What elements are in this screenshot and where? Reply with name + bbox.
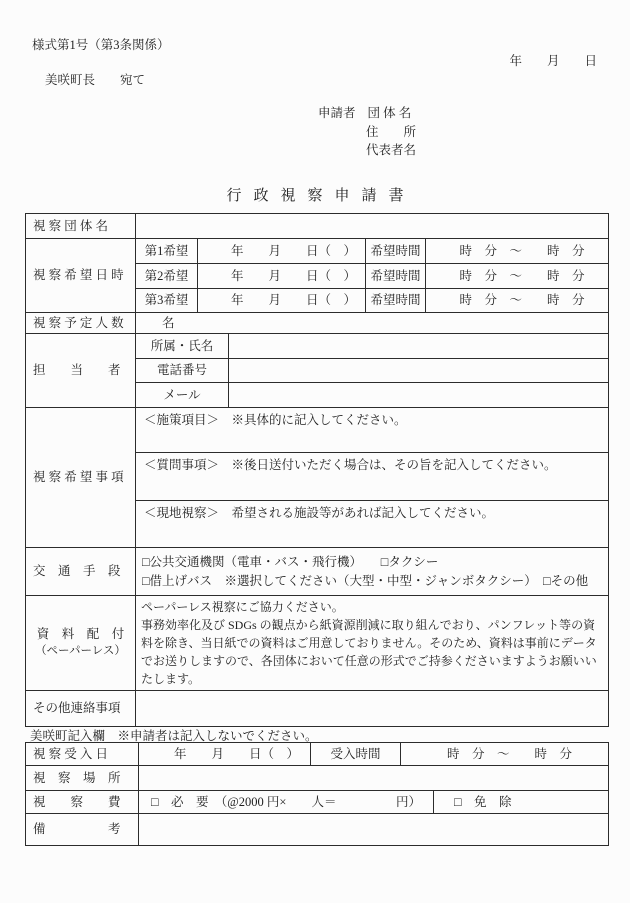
applicant-field-address: 住 所 — [366, 124, 417, 139]
label-expected-people: 視 察 予 定 人 数 — [26, 313, 136, 334]
label-inspection-group: 視 察 団 体 名 — [26, 214, 136, 239]
label-desired-datetime: 視 察 希 望 日 時 — [26, 239, 136, 313]
choice-3-label: 第3希望 — [136, 289, 198, 313]
page-title: 行政視察申請書 — [226, 188, 416, 204]
applicant-block — [318, 104, 416, 160]
fee-required-option — [139, 791, 434, 814]
contact-field-email: メール — [136, 383, 229, 408]
application-date-line: 年 月 日 — [509, 54, 597, 68]
applicant-field-group-name: 団 体 名 — [367, 106, 412, 120]
contact-email-value — [229, 383, 609, 408]
label-transportation: 交 通 手 段 — [26, 548, 136, 596]
materials-notice — [136, 596, 609, 691]
materials-body: 事務効率化及び SDGs の観点から紙資源削減に取り組んでおり、パンフレット等の資料を除き、当日紙での資料はご用意しておりません。そのため、資料は事前にデータでお送りしますので、各団体において任意の形式でご持参くださいますようお願いいたします。 — [141, 618, 597, 686]
inspection-group-value — [136, 214, 609, 239]
choice-3-time-label: 希望時間 — [366, 289, 426, 313]
choice-1-label: 第1希望 — [136, 239, 198, 264]
application-table — [25, 213, 609, 727]
contact-field-phone: 電話番号 — [136, 359, 229, 383]
label-remarks: 備 考 — [26, 814, 139, 846]
request-policy-items: ＜施策項目＞ ※具体的に記入してください。 — [136, 408, 609, 453]
choice-1-time-label: 希望時間 — [366, 239, 426, 264]
choice-3-date: 年 月 日（ ） — [198, 289, 366, 313]
choice-1-time: 時 分 ～ 時 分 — [426, 239, 609, 264]
label-acceptance-date: 視 察 受 入 日 — [26, 743, 139, 766]
choice-2-date: 年 月 日（ ） — [198, 264, 366, 289]
acceptance-time-value: 時 分 ～ 時 分 — [401, 743, 609, 766]
transport-line-charter: □借上げバス ※選択してください（大型・中型・ジャンボタクシー） □その他 — [142, 573, 589, 588]
transport-line-public: □公共交通機関（電車・バス・飛行機） □タクシー — [142, 554, 439, 569]
label-contact-person: 担 当 者 — [26, 334, 136, 408]
other-notes-value — [136, 691, 609, 727]
choice-2-time-label: 希望時間 — [366, 264, 426, 289]
addressee: 美咲町長 宛て — [45, 73, 146, 87]
label-desired-items: 視 察 希 望 事 項 — [26, 408, 136, 548]
applicant-field-representative: 代表者名 — [366, 143, 417, 157]
label-inspection-fee: 視 察 費 — [26, 791, 139, 814]
office-use-note: 美咲町記入欄 ※申請者は記入しないでください。 — [30, 729, 318, 743]
label-inspection-place: 視 察 場 所 — [26, 766, 139, 791]
applicant-label: 申請者 — [318, 106, 356, 120]
label-materials — [26, 596, 136, 691]
remarks-value — [139, 814, 609, 846]
contact-name-value — [229, 334, 609, 359]
expected-people-value: 名 — [136, 313, 609, 334]
choice-3-time: 時 分 ～ 時 分 — [426, 289, 609, 313]
contact-phone-value — [229, 359, 609, 383]
fee-yen-suffix: 円） — [395, 794, 421, 809]
fee-required-checkbox-text: □ 必 要 （@2000 円× 人＝ — [151, 794, 337, 809]
request-questions: ＜質問事項＞ ※後日送付いただく場合は、その旨を記入してください。 — [136, 453, 609, 501]
label-other-notes: その他連絡事項 — [26, 691, 136, 727]
choice-2-label: 第2希望 — [136, 264, 198, 289]
acceptance-date-value: 年 月 日（ ） — [139, 743, 311, 766]
choice-2-time: 時 分 ～ 時 分 — [426, 264, 609, 289]
office-use-table — [25, 742, 609, 846]
request-site-visit: ＜現地視察＞ 希望される施設等があれば記入してください。 — [136, 501, 609, 548]
contact-field-name: 所属・氏名 — [136, 334, 229, 359]
transportation-options — [136, 548, 609, 596]
acceptance-time-label: 受入時間 — [311, 743, 401, 766]
form-number: 様式第1号（第3条関係） — [32, 38, 170, 52]
inspection-place-value — [139, 766, 609, 791]
materials-label-sub: （ペーパーレス） — [35, 645, 126, 657]
materials-label-main: 資 料 配 付 — [36, 627, 125, 641]
choice-1-date: 年 月 日（ ） — [198, 239, 366, 264]
fee-exempt-option: □ 免 除 — [434, 791, 609, 814]
materials-first-line: ペーパーレス視察にご協力ください。 — [141, 600, 344, 614]
